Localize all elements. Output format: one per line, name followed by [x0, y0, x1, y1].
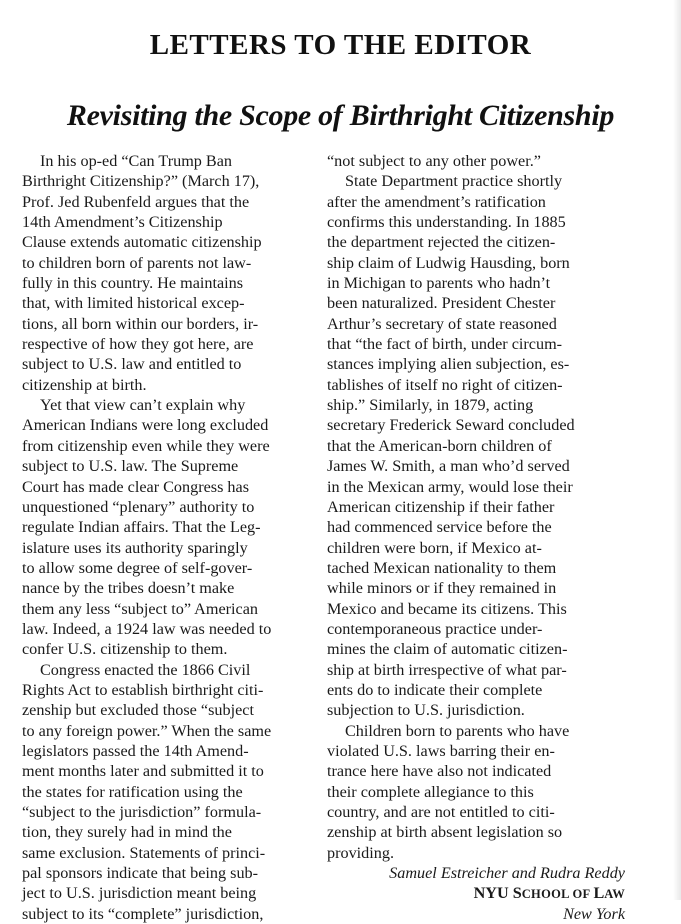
text-line: country, and are not entitled to citi- — [327, 803, 555, 821]
text-line: 14th Amendment’s Citizenship — [22, 213, 223, 232]
text-line: unquestioned “plenary” authority to — [22, 497, 255, 516]
text-line: from citizenship even while they were — [22, 436, 270, 455]
text-line: in Michigan to parents who hadn’t — [327, 274, 551, 293]
text-line: that, with limited historical excep- — [22, 294, 245, 313]
text-line: zenship but excluded those “subject — [22, 701, 254, 720]
text-line: Yet that view can’t explain why — [40, 396, 246, 415]
text-line: nance by the tribes doesn’t make — [22, 579, 235, 598]
text-line: children were born, if Mexico at- — [327, 538, 542, 557]
text-line: that the American-born children of — [327, 436, 552, 455]
text-line: Rights Act to establish birthright citi- — [22, 680, 264, 699]
text-line: had commenced service before the — [327, 518, 552, 537]
text-line: while minors or if they remained in — [327, 579, 557, 598]
signature-location: New York — [563, 904, 625, 923]
text-line: in the Mexican army, would lose their — [327, 477, 573, 496]
affiliation-l: L — [593, 884, 605, 903]
text-line: tions, all born within our borders, ir- — [22, 314, 259, 333]
text-line: been naturalized. President Chester — [327, 294, 556, 313]
text-line: ject to U.S. jurisdiction meant being — [22, 884, 257, 903]
text-line: respective of how they got here, are — [22, 335, 254, 354]
affiliation-school-smallcaps: CHOOL OF — [521, 887, 594, 902]
text-line: State Department practice shortly — [345, 172, 563, 191]
text-line: trance here have also not indicated — [327, 762, 552, 781]
text-line: ship at birth irrespective of what par- — [327, 660, 567, 679]
text-line: to any foreign power.” When the same — [22, 721, 272, 740]
text-line: them any less “subject to” American — [22, 599, 258, 618]
text-line: subject to U.S. law. The Supreme — [22, 457, 239, 476]
text-line: citizenship at birth. — [22, 375, 147, 394]
text-line: ship claim of Ludwig Hausding, born — [327, 253, 570, 272]
text-line: the states for ratification using the — [22, 782, 243, 801]
text-line: American Indians were long excluded — [22, 416, 269, 435]
text-line: tion, they surely had in mind the — [22, 823, 232, 842]
affiliation-prefix: NYU S — [473, 884, 522, 903]
text-line: ents do to indicate their complete — [327, 680, 543, 699]
text-line: same exclusion. Statements of princi- — [22, 843, 266, 862]
text-line: islature uses its authority sparingly — [22, 538, 248, 557]
text-line: confirms this understanding. In 1885 — [327, 213, 566, 232]
text-line: ship.” Similarly, in 1879, acting — [327, 396, 534, 415]
text-line: Clause extends automatic citizenship — [22, 233, 262, 252]
text-line: violated U.S. laws barring their en- — [327, 741, 555, 760]
text-line: Arthur’s secretary of state reasoned — [327, 314, 557, 333]
letter-headline: Revisiting the Scope of Birthright Citizenship — [66, 99, 615, 132]
text-line: to allow some degree of self-gover- — [22, 558, 253, 577]
text-line: providing. — [327, 843, 394, 862]
text-line: In his op-ed “Can Trump Ban — [40, 152, 232, 170]
right-text-column — [327, 151, 625, 924]
text-line: zenship at birth absent legislation so — [327, 823, 563, 842]
text-line: Children born to parents who have — [345, 721, 570, 740]
text-line: to children born of parents not law- — [22, 253, 252, 272]
text-line: tached Mexican nationality to them — [327, 558, 557, 577]
text-line: legislators passed the 14th Amend- — [22, 741, 249, 760]
section-heading: LETTERS TO THE EDITOR — [149, 29, 532, 61]
left-text-column — [22, 151, 322, 924]
text-line: after the amendment’s ratification — [327, 192, 546, 211]
text-line: the department rejected the citizen- — [327, 233, 556, 252]
right-column-body — [327, 151, 625, 863]
text-line: subjection to U.S. jurisdiction. — [327, 701, 525, 720]
text-line: Birthright Citizenship?” (March 17), — [22, 172, 260, 191]
text-line: James W. Smith, a man who’d served — [327, 457, 570, 476]
text-line: law. Indeed, a 1924 law was needed to — [22, 619, 272, 638]
text-line: contemporaneous practice under- — [327, 619, 543, 638]
text-line: “subject to the jurisdiction” formula- — [22, 803, 262, 821]
signature-affiliation — [327, 883, 625, 903]
text-line: American citizenship if their father — [327, 497, 555, 516]
text-line: stances implying alien subjection, es- — [327, 355, 570, 374]
text-line: regulate Indian affairs. That the Leg- — [22, 518, 261, 537]
text-line: ment months later and submitted it to — [22, 762, 264, 781]
text-line: Court has made clear Congress has — [22, 477, 250, 496]
page-edge-shadow — [673, 0, 681, 900]
text-line: that “the fact of birth, under circum- — [327, 335, 563, 354]
text-line: their complete allegiance to this — [327, 782, 534, 801]
text-line: subject to its “complete” jurisdiction, — [22, 904, 264, 923]
text-line: Mexico and became its citizens. This — [327, 599, 567, 618]
text-line: subject to U.S. law and entitled to — [22, 355, 242, 374]
text-line: tablishes of itself no right of citizen- — [327, 375, 563, 394]
text-line: “not subject to any other power.” — [327, 152, 541, 170]
affiliation-law-smallcaps: AW — [604, 887, 625, 902]
signature-authors: Samuel Estreicher and Rudra Reddy — [389, 864, 625, 883]
text-line: Prof. Jed Rubenfeld argues that the — [22, 192, 250, 211]
text-line: fully in this country. He maintains — [22, 274, 244, 293]
text-line: confer U.S. citizenship to them. — [22, 640, 228, 659]
text-line: pal sponsors indicate that being sub- — [22, 864, 259, 883]
text-line: mines the claim of automatic citizen- — [327, 640, 568, 659]
text-line: Congress enacted the 1866 Civil — [40, 660, 251, 679]
text-line: secretary Frederick Seward concluded — [327, 416, 575, 435]
